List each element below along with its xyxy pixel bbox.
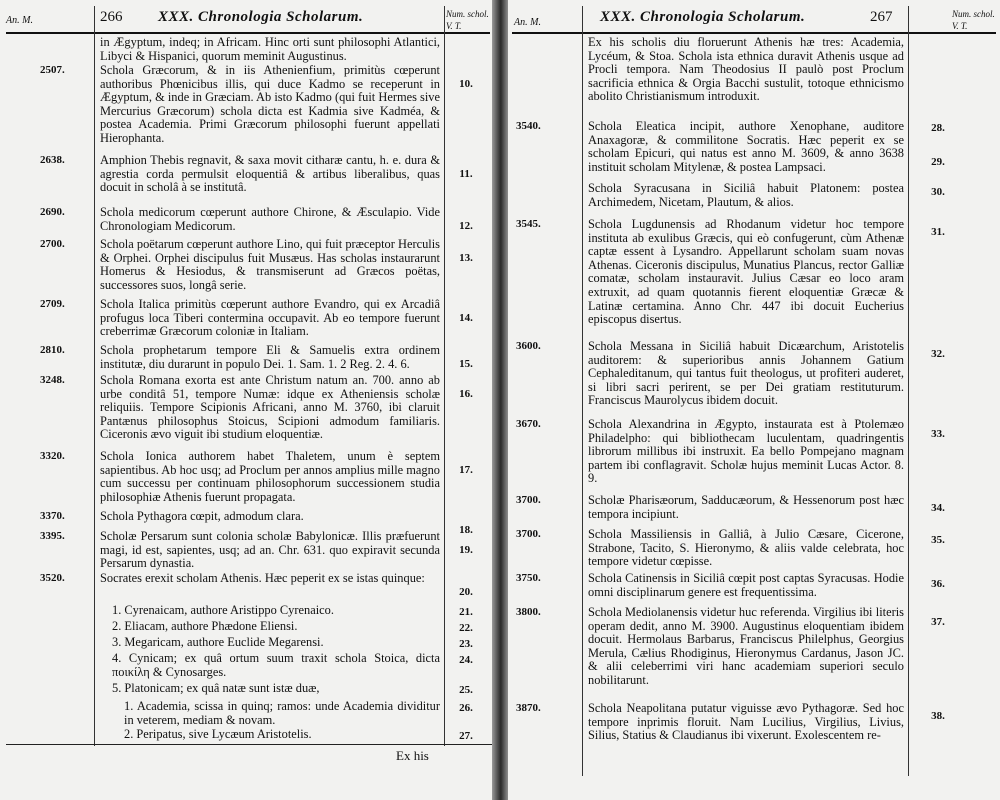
entry-school-number: 25.	[459, 684, 473, 696]
entry-year: 2810.	[40, 344, 65, 356]
running-title: XXX. Chronologia Scholarum.	[158, 9, 364, 25]
entry-school-number: 14.	[459, 312, 473, 324]
entry-year: 3670.	[516, 418, 541, 430]
entry-text: 2. Peripatus, sive Lycæum Aristotelis.	[124, 727, 312, 741]
entry-year: 3700.	[516, 494, 541, 506]
num-column-label: Num. schol. V. T.	[446, 9, 489, 31]
entry-text: Schola Italica primitùs cœperunt authore Evandro, qui ex Arcadiâ profugus loca Tiberi contermina occupavit. Ab eo tempore fuerunt creberrimæ Græcorum coloniæ in Italiam.	[100, 297, 440, 339]
entry-text: Schola Messana in Siciliâ habuit Dicæarchum, Aristotelis auditorem: & superioribus annis Johannem Gatium Cephaleditanum, qui tantus fuit theologus, ut profiteri auderet, si libri sacri perirent, se per Dei gratiam restituturum. Franciscus Maurolycus ibidem docuit.	[588, 339, 904, 408]
right-page	[508, 0, 1000, 800]
entry-year: 3750.	[516, 572, 541, 584]
entry-school-number: 38.	[931, 710, 945, 722]
num-column-rule	[908, 6, 909, 776]
entry-year: 3700.	[516, 528, 541, 540]
entry-year: 3870.	[516, 702, 541, 714]
entry-year: 2709.	[40, 298, 65, 310]
entry-year: 3800.	[516, 606, 541, 618]
entry-year: 3370.	[40, 510, 65, 522]
entry-year: 3520.	[40, 572, 65, 584]
entry-text: Schola Pythagora cœpit, admodum clara.	[100, 509, 304, 523]
entry-school-number: 33.	[931, 428, 945, 440]
entry-text: Schola medicorum cœperunt authore Chirone, & Æsculapio. Vide Chronologiam Medicorum.	[100, 205, 440, 233]
entry-year: 2638.	[40, 154, 65, 166]
entry-year: 3248.	[40, 374, 65, 386]
entry-year: 3320.	[40, 450, 65, 462]
entry-year: 3395.	[40, 530, 65, 542]
entry-text: Socrates erexit scholam Athenis. Hæc peperit ex se istas quinque:	[100, 571, 425, 585]
entry-text: Schola Ionica authorem habet Thaletem, unum è septem sapientibus. Ab hoc usq; ad Proclum per annos amplius mille magno cum successu per continuam philosophorum successionem studia philosophiæ Athenis fuerunt propagata.	[100, 449, 440, 504]
entry-school-number: 19.	[459, 544, 473, 556]
entry-school-number: 11.	[459, 168, 473, 180]
entry-text: Schola Alexandrina in Ægypto, instaurata est à Ptolemæo Philadelpho: qui bibliothecam luculentam, quadringentis librorum millibus ibi instruxit. Ea bello Pompejano magnam partem ibi conflagravit. Scholæ hujus meminit Lucas Actor. 8. 9.	[588, 417, 904, 486]
left-page-header	[6, 6, 490, 34]
entry-school-number: 18.	[459, 524, 473, 536]
entry-text: Schola Massiliensis in Galliâ, à Julio Cæsare, Cicerone, Strabone, Tacito, S. Hieronymo, & aliis valde celebrata, hoc tempore videtur cœpisse.	[588, 527, 904, 569]
entry-text: Schola Mediolanensis videtur huc referenda. Virgilius ibi literis operam dedit, anno M. 3900. Augustinus eloquentiam ibidem docuit. Hermolaus Barbarus, Franciscus Philelphus, Georgius Merula, Cælius Rhodiginus, Hieronymus Cardanus, Jason JC. & alii celeberrimi viri hanc academiam superiori seculo nobilitarunt.	[588, 605, 904, 687]
entry-text: Scholæ Pharisæorum, Sadducæorum, & Hessenorum post hæc tempora incipiunt.	[588, 493, 904, 521]
entry-text: Schola Romana exorta est ante Christum natum an. 700. anno ab urbe conditâ 51, tempore Numæ: idque ex Atheniensis scholæ reliquiis. Tempore Scipionis Africani, anno M. 3760, ibi claruit Pantænus philosophus Stoicus, Scipioni admodum familiaris. Ciceronis ævo viguit ibi studium eloquentiæ.	[100, 373, 440, 442]
entry-text: Schola Catinensis in Siciliâ cœpit post captas Syracusas. Hodie omni disciplinarum genere est frequentissima.	[588, 571, 904, 599]
entry-text: Ex his scholis diu floruerunt Athenis hæ tres: Academia, Lycéum, & Stoa. Schola ista ethnica duravit Athenis usque ad Procli tempora. Nam Theodosius II paulò post Proclum sacrificia ethnica & Orgia Bacchi sustulit, totoque ethnicismo abolito Christianismum introduxit.	[588, 35, 904, 104]
entry-text: Schola Syracusana in Siciliâ habuit Platonem: postea Archimedem, Nicetam, Plautum, & alios.	[588, 181, 904, 209]
entry-school-number: 16.	[459, 388, 473, 400]
entry-text: Schola poëtarum cœperunt authore Lino, qui fuit præceptor Herculis & Orphei. Orphei discipulus fuit Musæus. Has scholas instaurarunt Homerus & Hesiodus, & transmiserunt ad Græcos poëtas, successores suos, longâ serie.	[100, 237, 440, 292]
entry-school-number: 22.	[459, 622, 473, 634]
entry-text: Schola Neapolitana putatur viguisse ævo Pythagoræ. Sed hoc tempore inprimis floruit. Nam Lucilius, Virgilius, Livius, Silius, Statius & Claudianus ibi vixerunt. Exolescentem re-	[588, 701, 904, 743]
entry-text: Scholæ Persarum sunt colonia scholæ Babylonicæ. Illis præfuerunt magi, id est, sapientes, usq; ad an. Chr. 631. quo expiravit secunda Persarum dynastia.	[100, 529, 440, 571]
entry-text: 2. Eliacam, authore Phædone Eliensi.	[112, 619, 298, 633]
entry-school-number: 36.	[931, 578, 945, 590]
entry-text: 3. Megaricam, authore Euclide Megarensi.	[112, 635, 324, 649]
entry-school-number: 24.	[459, 654, 473, 666]
entry-text: Schola Græcorum, & in iis Athenienfium, primitùs cœperunt authoribus Phœnicibus illis, qui duce Kadmo se receperunt in Ægyptum, & inde in Græciam. Ab isto Kadmo (qui fuit Hermes sive Mercurius Græcorum) schola dicta est Kadmia sive Kadméa, & postea Academia. Primi Græcorum philosophi fuerunt appellati Hierophanta.	[100, 63, 440, 145]
num-column-rule	[444, 6, 445, 746]
book-gutter	[492, 0, 508, 800]
entry-year: 2507.	[40, 64, 65, 76]
entry-school-number: 26.	[459, 702, 473, 714]
entry-text: 4. Cynicam; ex quâ ortum suum traxit schola Stoica, dicta ποικίλη & Cynosarges.	[112, 651, 440, 679]
entry-year: 3540.	[516, 120, 541, 132]
catchword: Ex his	[396, 748, 429, 763]
entry-school-number: 27.	[459, 730, 473, 742]
entry-text: Schola prophetarum tempore Eli & Samuelis extra ordinem institutæ, diu durarunt in populo Dei. 1. Sam. 1. 2 Reg. 2. 4. 6.	[100, 343, 440, 371]
entry-school-number: 32.	[931, 348, 945, 360]
entry-text: Amphion Thebis regnavit, & saxa movit citharæ cantu, h. e. dura & agrestia corda permulsit eloquentiâ & artibus liberalibus, quas docuit in scholâ à se institutâ.	[100, 153, 440, 195]
entry-school-number: 35.	[931, 534, 945, 546]
entry-year: 3600.	[516, 340, 541, 352]
entry-school-number: 15.	[459, 358, 473, 370]
entry-school-number: 17.	[459, 464, 473, 476]
entry-text: Schola Lugdunensis ad Rhodanum videtur hoc tempore instituta ab exulibus Græcis, qui eò confugerunt, cùm Athenæ captæ essent à Lysandro. Appellarunt scholam suam novas Athenas. Ciceronis discipulus, Munatius Plancus, rector Galliæ comatæ, scholam instauravit. Julius Cæsar eo loco aram extruxit, ad quam quotannis fierent eloquentiæ Græcæ & Latinæ certamina. Anno Chr. 447 ibi docuit Eucherius episcopus disertus.	[588, 217, 904, 327]
entry-school-number: 31.	[931, 226, 945, 238]
entry-school-number: 28.	[931, 122, 945, 134]
entry-school-number: 30.	[931, 186, 945, 198]
year-column-label: An. M.	[514, 17, 541, 28]
right-page-header	[512, 6, 996, 34]
entry-school-number: 37.	[931, 616, 945, 628]
entry-school-number: 20.	[459, 586, 473, 598]
left-page	[0, 0, 492, 800]
entry-school-number: 21.	[459, 606, 473, 618]
entry-school-number: 29.	[931, 156, 945, 168]
entry-text: Schola Eleatica incipit, authore Xenophane, auditore Anaxagoræ, & commilitone Socratis. Hæc peperit ex se scholam Epicuri, qui natus est anno M. 3609, & anno 3638 instituit scholam Mitylenæ, & postea Lampsaci.	[588, 119, 904, 174]
page-number: 266	[100, 9, 123, 25]
year-column-label: An. M.	[6, 15, 33, 26]
entry-text: 1. Academia, scissa in quinq; ramos: unde Academia dividitur in veterem, mediam & novam.	[124, 699, 440, 727]
entry-text: 1. Cyrenaicam, authore Aristippo Cyrenaico.	[112, 603, 334, 617]
bottom-rule	[6, 744, 492, 745]
year-column-rule	[94, 6, 95, 746]
entry-school-number: 13.	[459, 252, 473, 264]
entry-text: 5. Platonicam; ex quâ natæ sunt istæ duæ,	[112, 681, 320, 695]
num-column-label: Num. schol. V. T.	[952, 9, 995, 31]
running-title: XXX. Chronologia Scholarum.	[600, 9, 806, 25]
entry-text: in Ægyptum, indeq; in Africam. Hinc orti sunt philosophi Atlantici, Libyci & Hispanici, quorum meminit Augustinus.	[100, 35, 440, 63]
entry-school-number: 34.	[931, 502, 945, 514]
year-column-rule	[582, 6, 583, 776]
entry-school-number: 10.	[459, 78, 473, 90]
entry-year: 2700.	[40, 238, 65, 250]
entry-year: 3545.	[516, 218, 541, 230]
entry-year: 2690.	[40, 206, 65, 218]
entry-school-number: 23.	[459, 638, 473, 650]
page-number: 267	[870, 9, 893, 25]
entry-school-number: 12.	[459, 220, 473, 232]
